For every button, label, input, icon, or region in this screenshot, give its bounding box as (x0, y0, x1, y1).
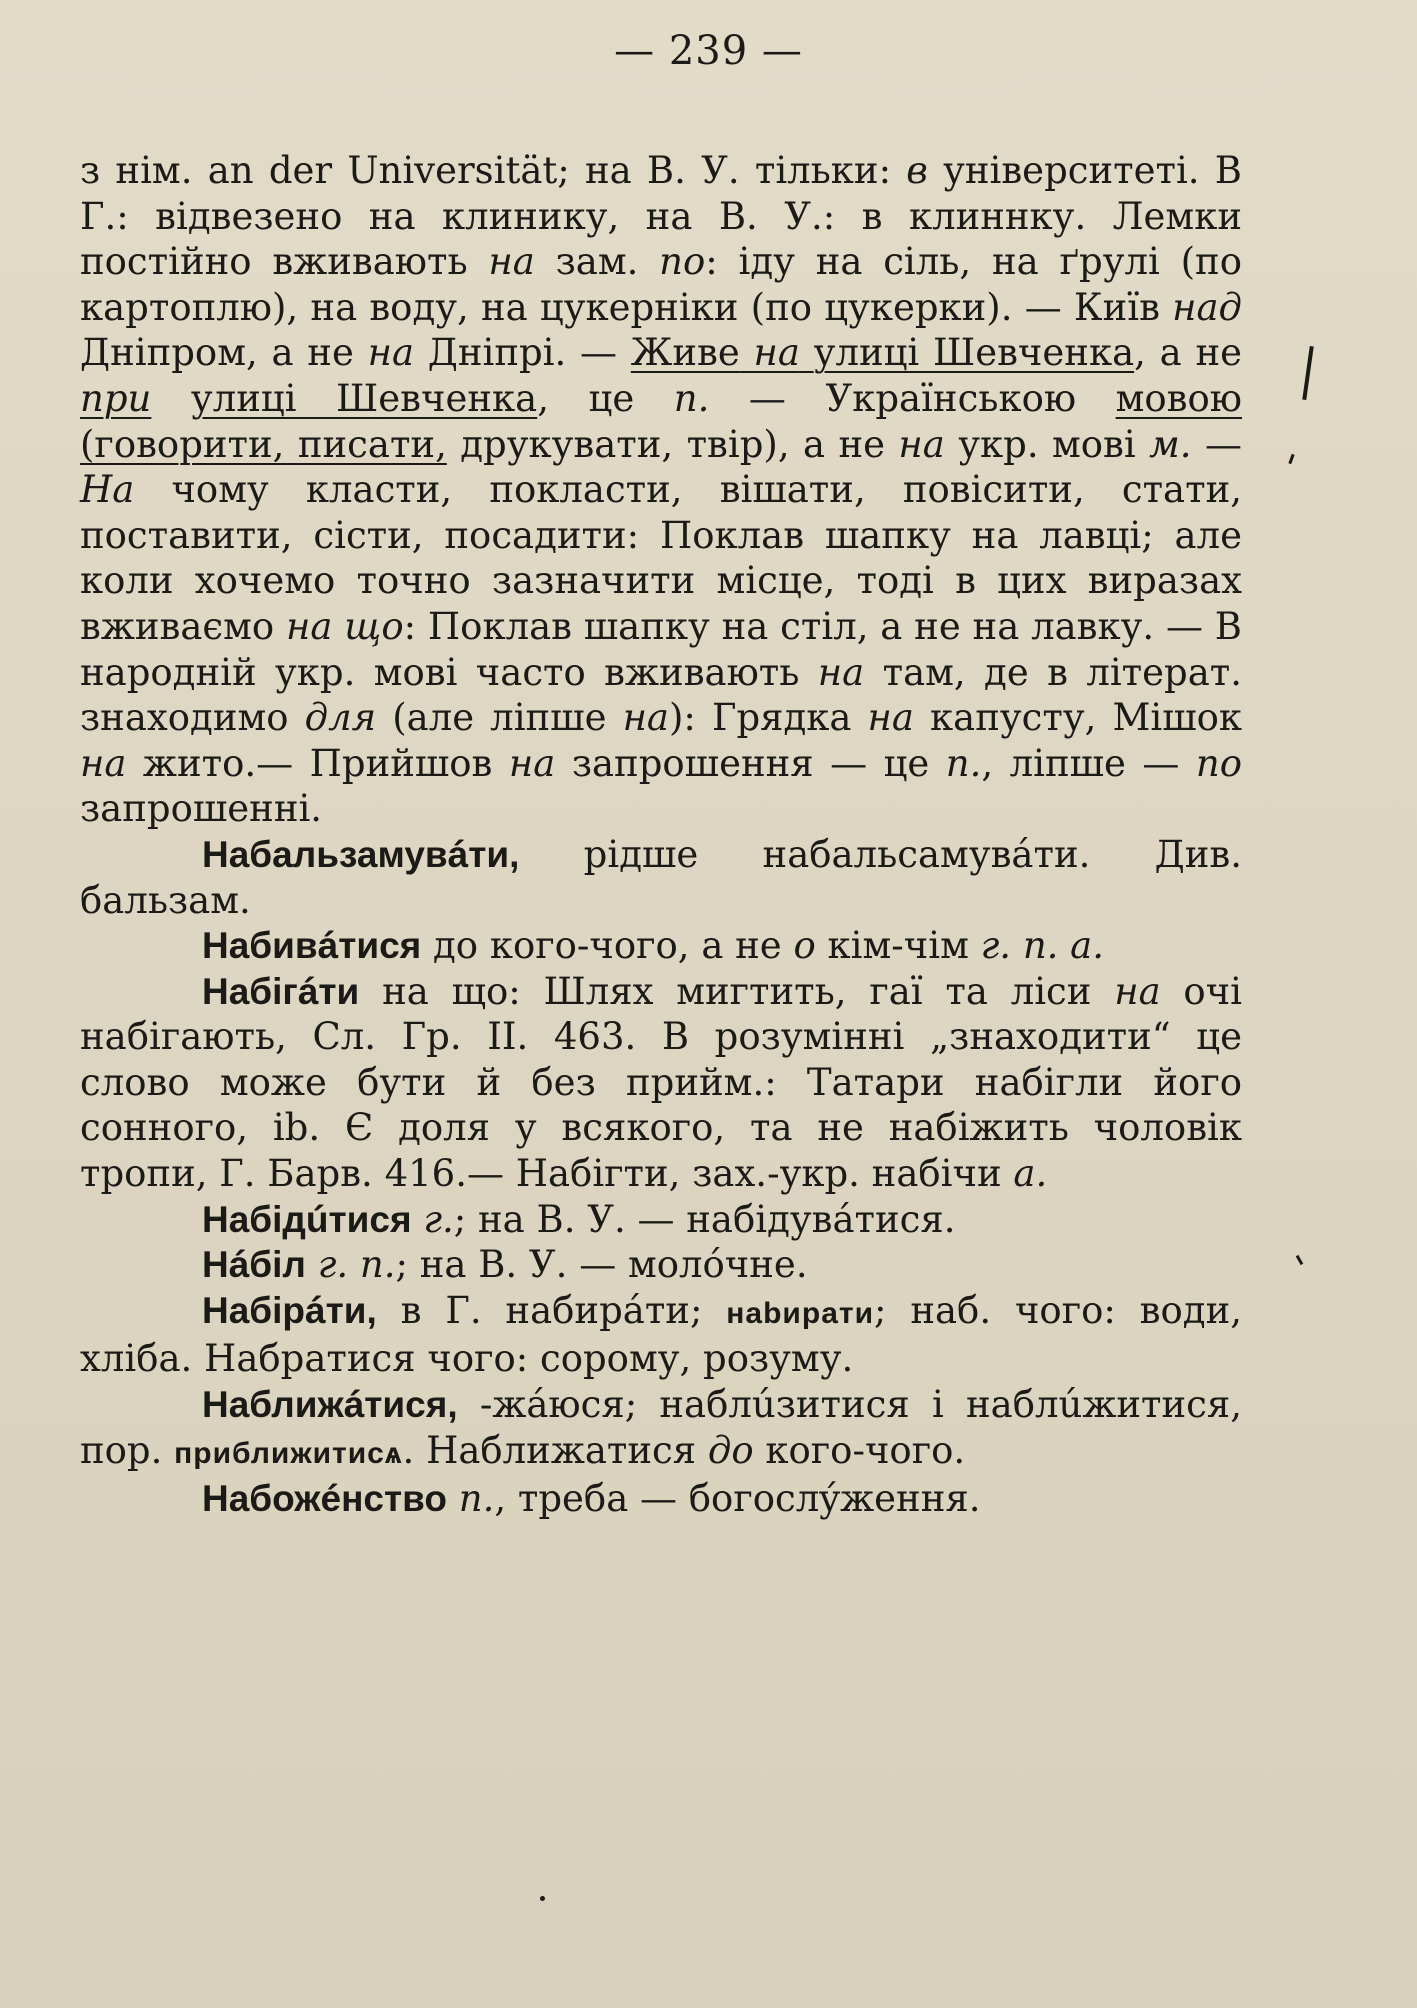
dictionary-entry: Набальзамувáти, рідше набальсамувáти. Див. бальзам. (80, 832, 1242, 922)
margin-handwritten-mark (1302, 346, 1313, 400)
margin-tick-mark (1288, 454, 1294, 464)
underlined-text: Живе на улиці Шевченка (630, 331, 1135, 375)
entry-headword: Набивáтися (202, 925, 422, 967)
paragraph-continuation: з нім. an der Universität; на В. У. тільки: в університеті. В Г.: відвезено на клинику, на В. У.: в клиннку. Лемки постійно вживають на зам. по: іду на сіль, на ґрулі (по картоплю), на воду, на цукерніки (по цукерки). — Київ над Дніпром, а не на Дніпрі. — Живе на улиці Шевченка, а не при улиці Шевченка, це п. — Українською мовою (говорити, писати, друкувати, твір), а не на укр. мові м. — На чому класти, покласти, вішати, повісити, стати, поставити, сісти, посадити: Поклав шапку на лавці; але коли хочемо точно зазначити місце, тоді в цих виразах вживаємо на що: Поклав шапку на стіл, а не на лавку. — В народній укр. мові часто вживають на там, де в літерат. знаходимо для (але ліпше на): Грядка на капусту, Мішок на жито.— Прийшов на запрошення — це п., ліпше — по запрошенні. (80, 149, 1243, 831)
entry-headword: Наближáтися, (202, 1384, 458, 1426)
entry-headword: Набожéнство (202, 1478, 447, 1520)
entry-headword: Нáбіл (202, 1244, 306, 1286)
dictionary-entry: Набірáти, в Г. набирáти; нabирати; наб. чого: води, хліба. Набратися чого: сорому, розуму. (80, 1288, 1242, 1381)
entry-headword: Набальзамувáти, (202, 833, 520, 875)
dictionary-entry: Нáбіл г. п.; на В. У. — молóчне. (202, 1243, 808, 1287)
dictionary-entry: Набожéнство п., треба — богослýження. (202, 1477, 981, 1521)
dictionary-entry: Набивáтися до кого-чого, а не о кім-чім г. п. а. (202, 924, 1105, 968)
ink-dot (540, 1896, 545, 1901)
dictionary-entry: Набігáти на що: Шлях мигтить, гаї та ліси на очі набігають, Сл. Гр. II. 463. В розумінні „знаходити“ це слово може бути й без прийм.: Татари набігли його сонного, ib. Є доля у всякого, та не набіжить чоловік тропи, Г. Барв. 416.— Набігти, зах.-укр. набічи а. (80, 969, 1242, 1196)
dictionary-entry: Набідúтися г.; на В. У. — набідувáтися. (202, 1197, 956, 1241)
church-slavonic-form: нabирати (726, 1296, 875, 1330)
page-number: — 239 — (614, 28, 803, 74)
entry-headword: Набігáти (202, 970, 360, 1012)
page-body (80, 148, 1242, 1522)
margin-tick-mark (1296, 1255, 1304, 1265)
entry-headword: Набідúтися (202, 1198, 412, 1240)
entry-headword: Набірáти, (202, 1289, 377, 1331)
church-slavonic-form: приближитисѧ (174, 1436, 403, 1470)
dictionary-entry: Наближáтися, -жáюся; наблúзитися і наблúжитися, пор. приближитисѧ. Наближатися до кого-чого. (80, 1383, 1242, 1472)
